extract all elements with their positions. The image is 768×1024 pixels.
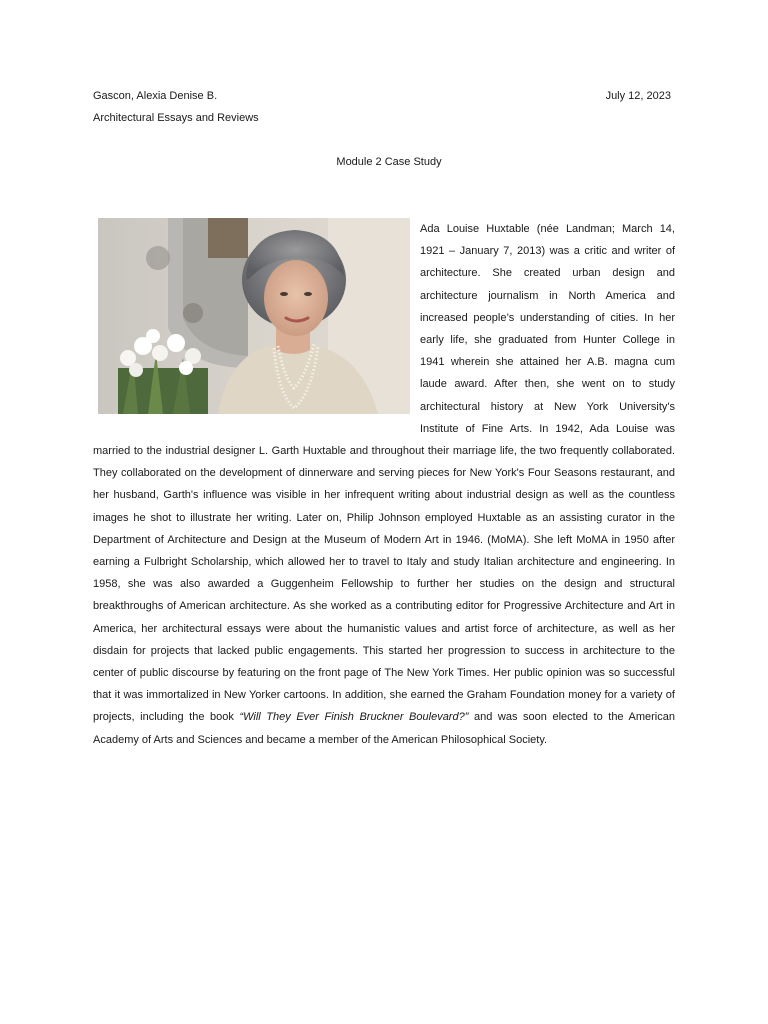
essay-text-part2: and was soon elected to the American Academy of Arts and Sciences and became a member of the American Philosophical Society. <box>93 711 675 746</box>
essay-body <box>93 218 675 751</box>
course-title: Architectural Essays and Reviews <box>93 112 259 124</box>
author-name: Gascon, Alexia Denise B. <box>93 90 218 102</box>
document-title: Module 2 Case Study <box>336 156 442 168</box>
portrait-photo-icon <box>98 218 410 414</box>
portrait-photo <box>98 218 410 414</box>
essay-text-part1: Ada Louise Huxtable (née Landman; March 14, 1921 – January 7, 2013) was a critic and writer of architecture. She created urban design and architecture journalism in North America and increased people’s understanding of cities. In her early life, she graduated from Hunter College in 1941 wherein she attained her A.B. magna cum laude award. After then, she went on to study architectural history at New York University's Institute of Fine Arts. In 1942, Ada Louise was married to the industrial designer L. Garth Huxtable and throughout their marriage life, the two frequently collaborated. They collaborated on the development of dinnerware and serving pieces for New York's Four Seasons restaurant, and her husband, Garth's influence was visible in her infrequent writing about industrial design as well as the countless images he shot to illustrate her writing. Later on, Philip Johnson employed Huxtable as an assisting curator in the Department of Architecture and Design at the Museum of Modern Art in 1946. (MoMA). She left MoMA in 1950 after earning a Fulbright Scholarship, which allowed her to travel to Italy and study Italian architecture and engineering. In 1958, she was also awarded a Guggenheim Fellowship to further her studies on the design and structural breakthroughs of American architecture. As she worked as a contributing editor for Progressive Architecture and Art in America, her architectural essays were about the humanistic values and artist force of architecture, as well as her disdain for projects that lacked public engagements. This started her progression to success in architecture to the center of public discourse by featuring on the front page of The New York Times. Her public opinion was so successful that it was immortalized in New Yorker cartoons. In addition, she earned the Graham Foundation money for a variety of projects, including the book <box>93 223 675 724</box>
document-date: July 12, 2023 <box>605 90 671 102</box>
book-title: “Will They Ever Finish Bruckner Boulevard?” <box>239 711 469 724</box>
